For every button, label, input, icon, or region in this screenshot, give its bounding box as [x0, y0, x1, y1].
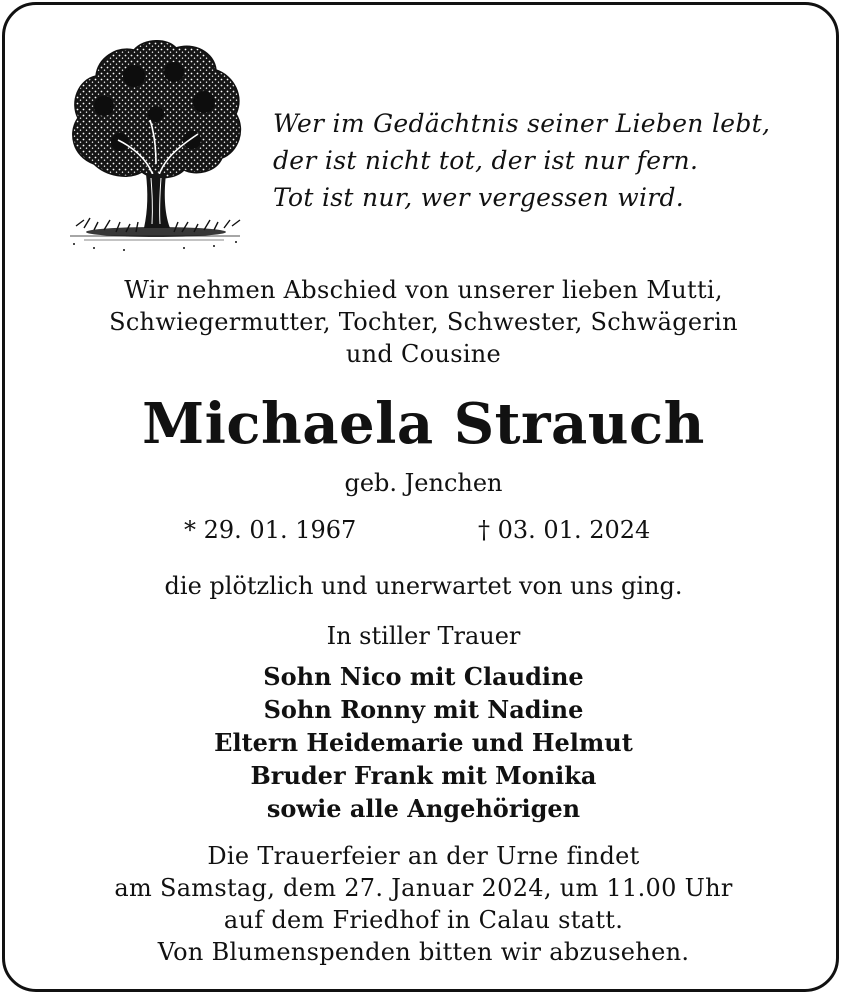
ceremony-line: Von Blumenspenden bitten wir abzusehen. — [157, 938, 690, 966]
verse-line: Wer im Gedächtnis seiner Lieben lebt, — [273, 109, 771, 138]
mourner-item: Sohn Nico mit Claudine — [263, 662, 584, 691]
verse-line: Tot ist nur, wer vergessen wird. — [273, 183, 685, 212]
life-dates — [0, 512, 847, 548]
intro-line: Schwiegermutter, Tochter, Schwester, Schwägerin — [109, 308, 738, 336]
mourner-item: Bruder Frank mit Monika — [250, 761, 597, 790]
mourner-item: sowie alle Angehörigen — [266, 794, 581, 823]
farewell-intro — [0, 274, 847, 370]
birth-name: geb. Jenchen — [344, 469, 503, 497]
mourner-item: Eltern Heidemarie und Helmut — [214, 728, 633, 757]
deceased-name: Michaela Strauch — [142, 391, 705, 457]
intro-line: Wir nehmen Abschied von unserer lieben Mutti, — [124, 276, 723, 304]
ceremony-line: Die Trauerfeier an der Urne findet — [207, 842, 640, 870]
mourning-heading: In stiller Trauer — [326, 622, 521, 650]
death-date: † 03. 01. 2024 — [478, 516, 651, 544]
ceremony-line: am Samstag, dem 27. Januar 2024, um 11.00 Uhr — [114, 874, 733, 902]
ceremony-details — [0, 840, 847, 968]
mourner-item: Sohn Ronny mit Nadine — [263, 695, 584, 724]
ceremony-line: auf dem Friedhof in Calau statt. — [223, 906, 624, 934]
verse-line: der ist nicht tot, der ist nur fern. — [273, 146, 699, 175]
intro-line: und Cousine — [345, 340, 502, 368]
passing-text: die plötzlich und unerwartet von uns ging. — [164, 572, 683, 600]
tree-icon — [64, 36, 246, 258]
memorial-verse — [273, 105, 833, 216]
mourners-list — [0, 660, 847, 825]
birth-date: * 29. 01. 1967 — [184, 516, 357, 544]
